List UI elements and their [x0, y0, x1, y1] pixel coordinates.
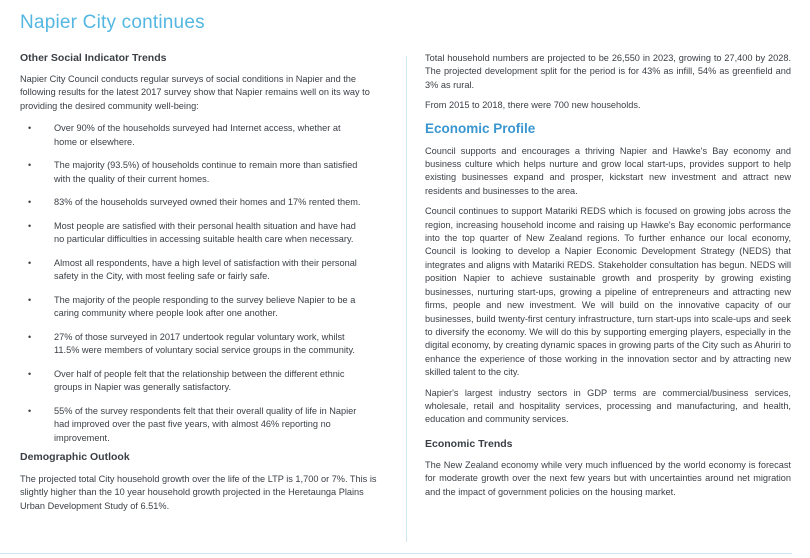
list-item: • 83% of the households surveyed owned their homes and 17% rented them.	[20, 196, 388, 209]
bullet-icon: •	[28, 405, 32, 416]
demographic-heading: Demographic Outlook	[20, 451, 130, 464]
economic-profile-para-1: Council supports and encourages a thriving Napier and Hawke's Bay economy and business culture which helps nurture and grow local start-ups, provides support to help existing businesses expand and prosper, kickstart new investment and attract new residents and businesses to the area.	[425, 145, 791, 196]
footer-rule	[0, 553, 792, 554]
column-divider	[406, 56, 407, 542]
list-item: • Over 90% of the households surveyed had Internet access, whether at home or elsewhere.	[28, 123, 341, 147]
list-item: • The majority of the people responding to the survey believe Napier to be a caring community where people look after one another.	[28, 294, 356, 319]
economic-profile-para-2: Council continues to support Matariki REDS which is focused on growing jobs across the region, increasing household income and raising up Hawke's Bay economic performance into the top quarter of New Zealand regions. To further enhance our local economy, Council is looking to develop a Napier Economic Development Strategy (NEDS) that integrates and aligns with Matariki REDS. Stakeholder consultation has begun. NEDS will position Napier to achieve sustainable growth and prosperity by growing existing businesses, nurturing start-ups, growing a pipeline of entrepreneurs and attracting new firms, people and new investment. We will build on the innovative capacity of our businesses, build twenty-first century infrastructure, turn start-ups into scale-ups and seek to diversify the economy. We will do this by supporting emerging players, especially in the digital economy, by creating dynamic spaces in growing parts of the City such as Ahuriri to enhance the experience of those working in the innovation sector and by attracting new skilled talent to the city.	[425, 206, 791, 378]
bullet-icon: •	[28, 368, 32, 379]
social-trends-list	[20, 122, 388, 445]
social-trends-heading: Other Social Indicator Trends	[20, 52, 167, 64]
economic-trends-text: The New Zealand economy while very much influenced by the world economy is forecast for moderate growth over the next few years but with uncertainties around net migration and the impact of government policies on the housing market.	[425, 459, 791, 497]
bullet-icon: •	[28, 123, 32, 134]
right-column	[425, 52, 791, 499]
bullet-icon: •	[28, 257, 32, 268]
economic-profile-heading: Economic Profile	[425, 120, 536, 136]
new-households-text: From 2015 to 2018, there were 700 new households.	[425, 100, 641, 111]
bullet-icon: •	[28, 331, 32, 342]
bullet-icon: •	[28, 220, 32, 231]
list-item: • Almost all respondents, have a high level of satisfaction with their personal safety in the City, with most feeling safe or fairly safe.	[28, 257, 357, 282]
household-projection-text: Total household numbers are projected to be 26,550 in 2023, growing to 27,400 by 2028. The projected development split for the period is for 43% as infill, 54% as greenfield and 3% as rural.	[425, 53, 791, 90]
list-item: • Most people are satisfied with their personal health situation and have had no particular difficulties in accessing suitable health care when necessary.	[28, 220, 356, 245]
bullet-icon: •	[28, 197, 32, 208]
list-item: • The majority (93.5%) of households continue to remain more than satisfied with the quality of their current homes.	[28, 160, 358, 184]
page-title: Napier City continues	[20, 12, 205, 33]
list-item: • 27% of those surveyed in 2017 undertook regular voluntary work, whilst 11.5% were members of voluntary social service groups in the community.	[28, 331, 355, 356]
left-column	[20, 52, 388, 513]
bullet-icon: •	[28, 294, 32, 305]
economic-trends-heading: Economic Trends	[425, 437, 513, 450]
list-item: • 55% of the survey respondents felt that their overall quality of life in Napier had improved over the past five years, with almost 46% reporting no improvement.	[28, 405, 357, 443]
social-trends-intro: Napier City Council conducts regular surveys of social conditions in Napier and the following results for the latest 2017 survey show that Napier remains well on its way to providing the desired community well-being:	[20, 74, 370, 111]
list-item: • Over half of people felt that the relationship between the different ethnic groups in Napier was generally satisfactory.	[28, 368, 345, 393]
demographic-text: The projected total City household growth over the life of the LTP is 1,700 or 7%. This is slightly higher than the 10 year household growth projected in the Heretaunga Plains Urban Development Study of 6.51%.	[20, 474, 377, 511]
bullet-icon: •	[28, 160, 32, 171]
economic-profile-para-3: Napier's largest industry sectors in GDP terms are commercial/business services, wholesale, retail and hospitality services, processing and manufacturing, and health, education and community services.	[425, 387, 791, 425]
